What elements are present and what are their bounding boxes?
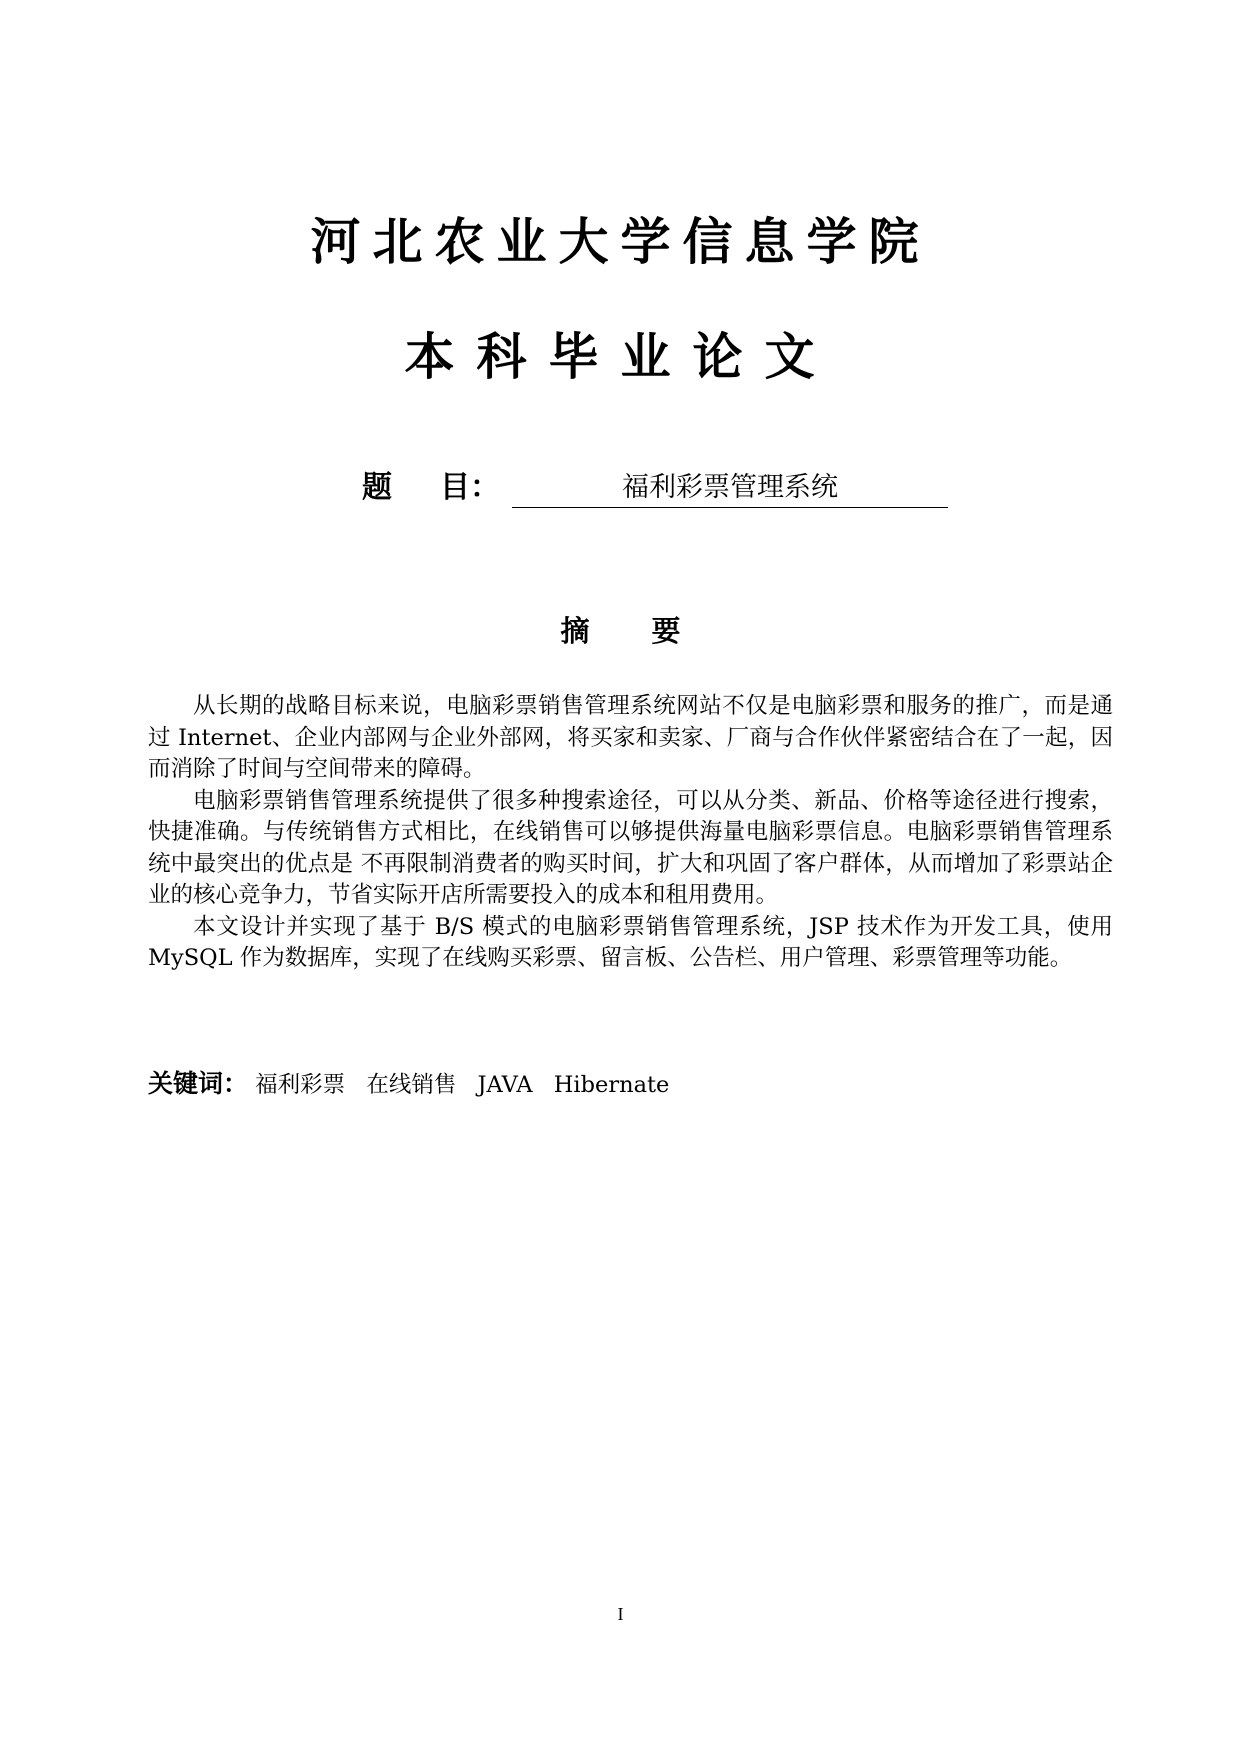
abstract-body [148,691,1113,975]
keyword-item: 在线销售 [366,1072,457,1098]
page-number: I [617,1604,624,1624]
abstract-paragraph: 电脑彩票销售管理系统提供了很多种搜索途径，可以从分类、新品、价格等途径进行搜索，快捷准确。与传统销售方式相比，在线销售可以够提供海量电脑彩票信息。电脑彩票销售管理系统中最突出的优点是 不再限制消费者的购买时间，扩大和巩固了客户群体，从而增加了彩票站企业的核心竞争力，节省实际开店所需要投入的成本和租用费用。 [148,787,1113,908]
keyword-item: Hibernate [553,1072,670,1098]
school-title: 河北农业大学信息学院 [310,213,931,271]
abstract-heading [0,612,1241,650]
abstract-paragraph: 从长期的战略目标来说，电脑彩票销售管理系统网站不仅是电脑彩票和服务的推广，而是通过 Internet、企业内部网与企业外部网，将买家和卖家、厂商与合作伙伴紧密结合在了一起，因而消除了时间与空间带来的障碍。 [148,693,1113,782]
topic-label-char1: 题 [362,470,392,505]
topic-label-char2: 目： [440,470,500,505]
keyword-item: 福利彩票 [255,1072,346,1098]
abstract-paragraph: 本文设计并实现了基于 B/S 模式的电脑彩票销售管理系统，JSP 技术作为开发工具，使用 MySQL 作为数据库，实现了在线购买彩票、留言板、公告栏、用户管理、彩票管理等功能。 [148,913,1113,971]
abstract-heading-char1: 摘 [560,614,590,648]
abstract-heading-char2: 要 [651,614,681,648]
keyword-item: JAVA [477,1072,533,1098]
topic-row [362,468,948,508]
keywords-line [148,1067,683,1102]
keywords-label: 关键词： [148,1069,249,1098]
thesis-type-title: 本科毕业论文 [404,328,837,386]
topic-label [362,468,512,508]
topic-value: 福利彩票管理系统 [512,469,948,508]
